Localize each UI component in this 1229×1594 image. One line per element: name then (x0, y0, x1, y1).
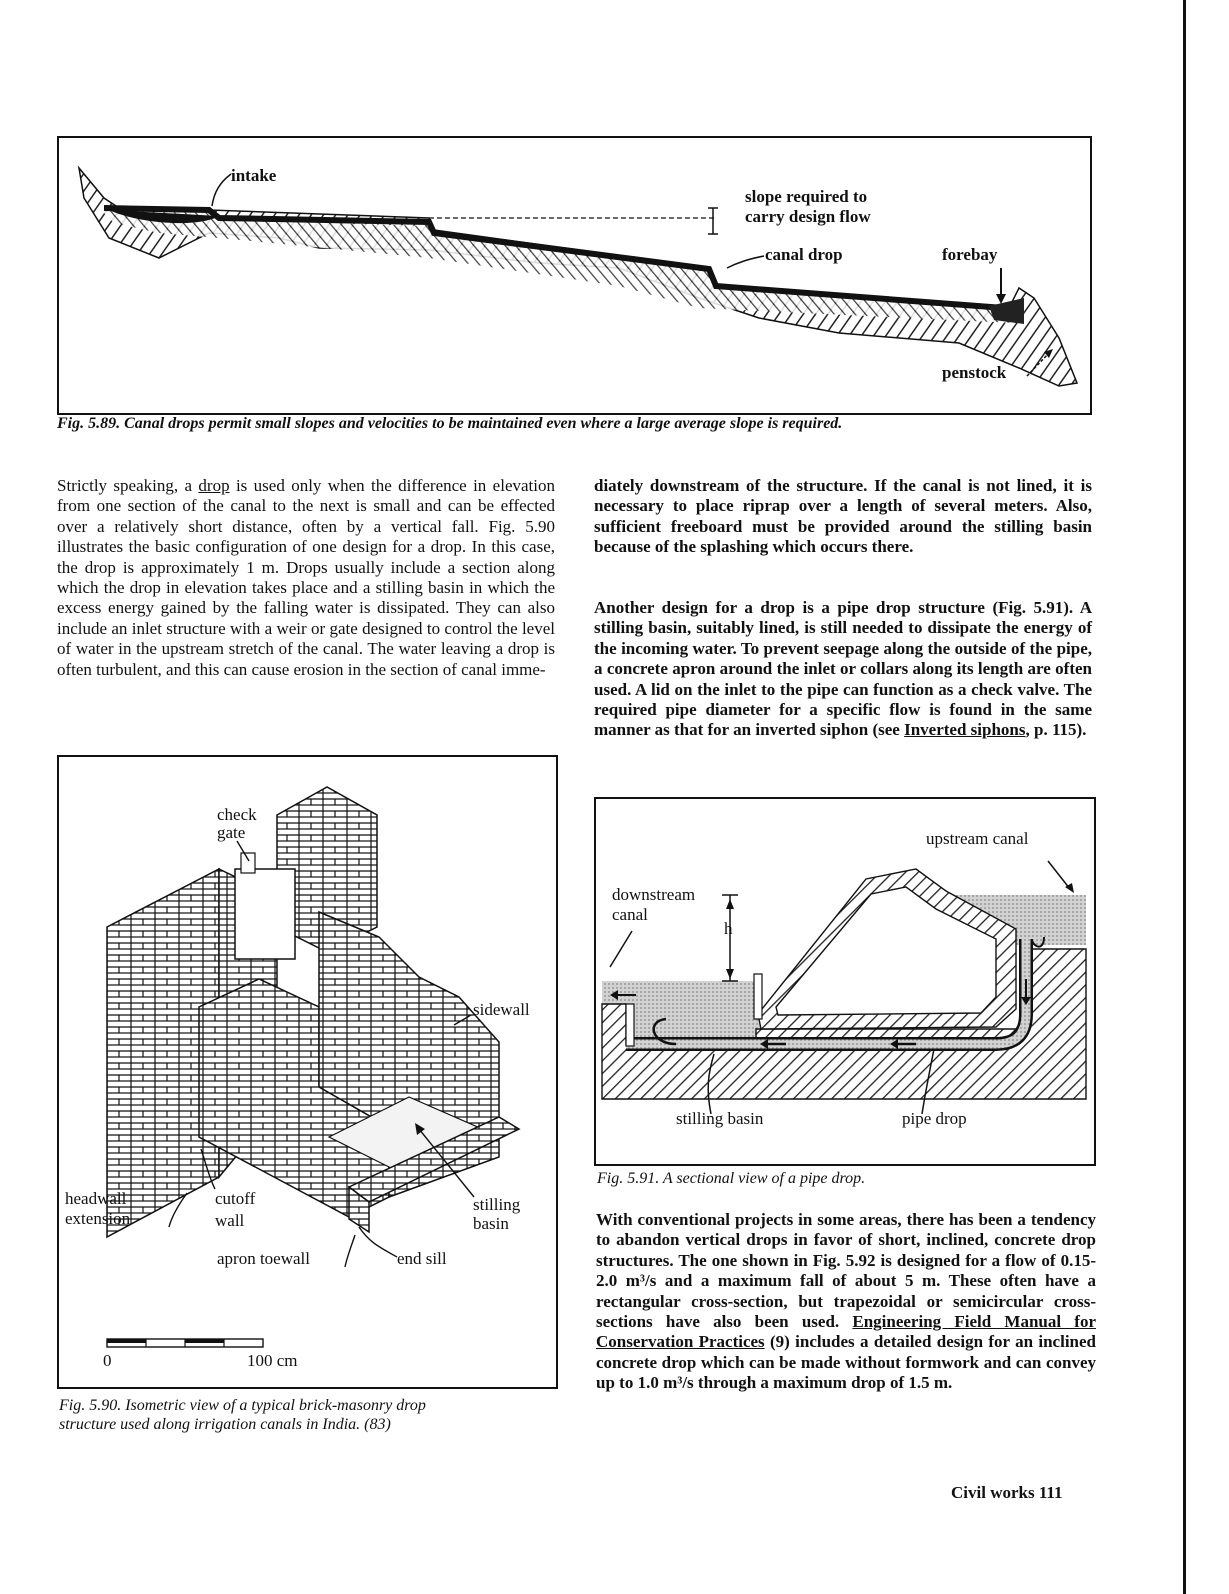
label-cutoff-2: wall (215, 1211, 245, 1230)
inclined-drops-tail: (9) includes a detailed design for an inclined concrete drop which can be made without formwork and can convey up to 1.0 m³/s through a maximum drop of 1.5 m. (596, 1332, 1097, 1393)
label-pipe-drop: pipe drop (902, 1109, 967, 1128)
label-canal-drop: canal drop (765, 245, 843, 264)
canal-profile-drawing (59, 138, 1090, 413)
brick-drop-isometric-drawing (59, 757, 556, 1387)
caption-fig-5-90-line1: Fig. 5.90. Isometric view of a typical brick-masonry drop (59, 1397, 426, 1414)
pipe-drop-tail: , p. 115). (1025, 720, 1087, 740)
caption-fig-5-91: Fig. 5.91. A sectional view of a pipe drop. (597, 1170, 866, 1187)
caption-fig-5-89: Fig. 5.89. Canal drops permit small slopes and velocities to be maintained even where a large average slope is required. (57, 415, 843, 432)
label-cutoff-1: cutoff (215, 1189, 256, 1208)
label-headwall-2: extension (65, 1209, 131, 1228)
pipe-drop-section-drawing (596, 799, 1094, 1164)
figure-5-91 (594, 797, 1096, 1166)
label-stilling-basin: stilling basin (676, 1109, 764, 1128)
term-drop: drop (198, 476, 230, 495)
label-end-sill: end sill (397, 1249, 447, 1268)
label-check: check (217, 805, 257, 824)
pipe-drop-body: Another design for a drop is a pipe drop structure (Fig. 5.91). A stilling basin, suitably lined, is still needed to dissipate the energy of the incoming water. To prevent seepage along the outside of the pipe, a concrete apron around the inlet or collars along its length are often used. A lid on the inlet to the pipe can function as a check valve. The required pipe diameter for a specific flow is found in the same manner as that for an inverted siphon (see (594, 598, 1092, 740)
link-inverted-siphons[interactable]: Inverted siphons (904, 720, 1026, 740)
label-slope-line1: slope required to (745, 187, 868, 206)
link-engineering-field-manual[interactable]: Engineering Field Manual for Conservation Practices (596, 1312, 1097, 1352)
inclined-drops-body: With conventional projects in some areas, there has been a tendency to abandon vertical drops in favor of short, inclined, concrete drop structures. The one shown in Fig. 5.92 is designed for a flow of 0.15-2.0 m³/s and a maximum fall of about 5 m. These often have a rectangular cross-section, but trapezoidal or semicircular cross-sections have also been used. (596, 1210, 1096, 1332)
label-gate: gate (217, 823, 246, 842)
figure-5-90 (57, 755, 558, 1389)
label-stilling-1: stilling (473, 1195, 521, 1214)
label-downstream-2: canal (612, 905, 648, 924)
label-apron-toewall: apron toewall (217, 1249, 310, 1268)
paragraph-lead: Strictly speaking, a (57, 476, 199, 495)
paragraph-pipe-drop (594, 598, 1092, 741)
label-slope-line2: carry design flow (745, 207, 871, 226)
label-sidewall: sidewall (473, 1000, 530, 1019)
paragraph-drop-definition (57, 476, 555, 680)
label-downstream-1: downstream (612, 885, 696, 904)
paragraph-riprap: diately downstream of the structure. If the canal is not lined, it is necessary to place riprap over a length of several meters. Also, sufficient freeboard must be provided around the stilling basin because of the splashing which occurs there. (594, 476, 1092, 557)
label-scale-100cm: 100 cm (247, 1351, 298, 1370)
label-scale-zero: 0 (103, 1351, 112, 1370)
label-penstock: penstock (942, 363, 1007, 382)
label-headwall-1: headwall (65, 1189, 127, 1208)
label-upstream-canal: upstream canal (926, 829, 1029, 848)
page-edge-rule (1183, 0, 1186, 1594)
paragraph-body: is used only when the difference in elevation from one section of the canal to the next is small and can be effected over a relatively short distance, often by a vertical fall. Fig. 5.90 illustrates the basic configuration of one design for a drop. In this case, the drop is approximately 1 m. Drops usually include a section along which the drop in elevation takes place and a stilling basin in which the excess energy gained by the falling water is dissipated. They can also include an inlet structure with a weir or gate designed to control the level of water in the upstream stretch of the canal. The water leaving a drop is often turbulent, and this can cause erosion in the section of canal imme- (57, 476, 555, 679)
paragraph-inclined-drops (596, 1210, 1096, 1394)
label-intake: intake (231, 166, 277, 185)
page-footer: Civil works 111 (951, 1483, 1063, 1502)
caption-fig-5-90-line2: structure used along irrigation canals in India. (83) (59, 1416, 391, 1433)
figure-5-89 (57, 136, 1092, 415)
label-stilling-2: basin (473, 1214, 509, 1233)
label-h: h (724, 919, 733, 938)
label-forebay: forebay (942, 245, 998, 264)
